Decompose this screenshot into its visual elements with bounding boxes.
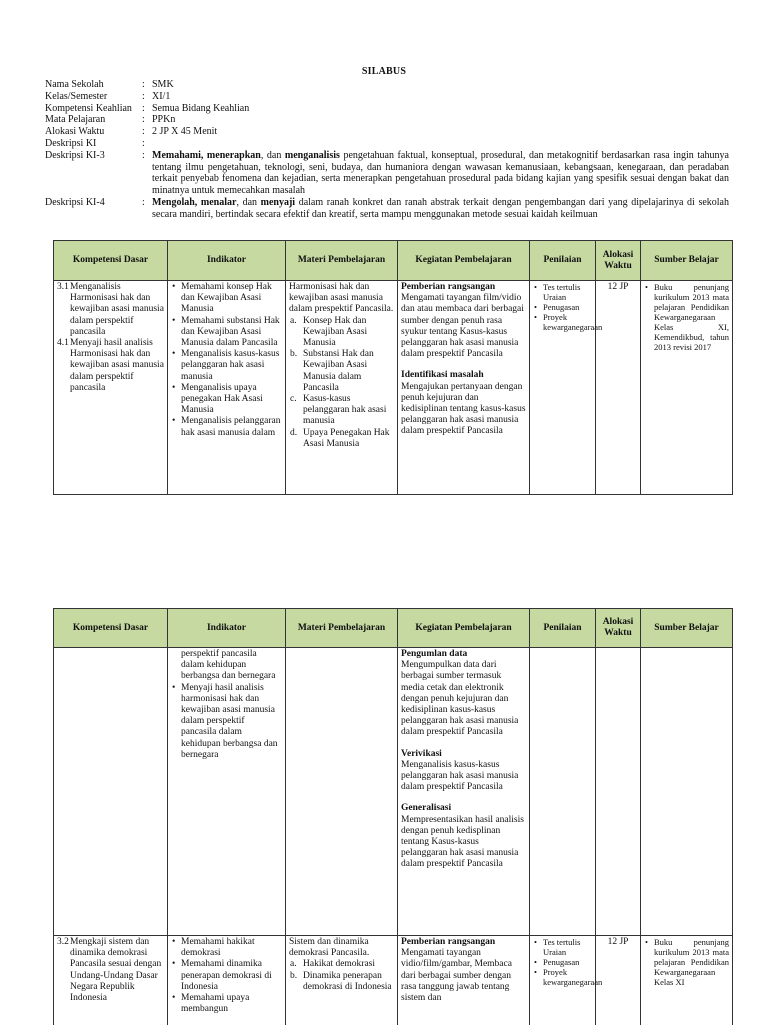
list-item: d. Upaya Penegakan Hak Asasi Manusia (290, 427, 390, 449)
penilaian-cell (530, 648, 596, 936)
meta-row: Mata Pelajaran : PPKn (45, 114, 729, 126)
syllabus-meta (45, 79, 729, 221)
meta-label: Kompetensi Keahlian (45, 102, 132, 114)
syllabus-table-1 (53, 240, 733, 495)
page-title: SILABUS (361, 66, 407, 77)
col-header-sumber: Sumber Belajar (641, 609, 733, 648)
alokasi-cell: 12 JP (596, 281, 641, 495)
table-row (54, 281, 733, 495)
list-item: • Memahami hakikat demokrasi (181, 937, 282, 959)
ki3-description: Memahami, menerapkan, dan menganalisis pengetahuan faktual, konseptual, prosedural, dan metakognitif berdasarkan rasa ingin tahunya tentang ilmu pengetahuan, teknologi, seni, budaya, dan humaniora dengan wawasan kemanusiaan, kebangsaan, kenegaraan, dan peradaban terkait penyebab fenomena dan kejadian, serta menerapkan pengetahuan prosedural pada bidang kajian yang spesifik sesuai dengan bakat dan minatnya untuk memecahkan masalah (152, 149, 729, 197)
col-header-indikator: Indikator (168, 241, 286, 281)
meta-row: Kelas/Semester : XI/1 (45, 91, 729, 103)
sumber-cell: • Buku penunjang kurikulum 2013 mata pelajaran Pendidikan Kewarganegaraan Kelas XI (641, 936, 733, 1025)
meta-value: Semua Bidang Keahlian (152, 102, 250, 114)
col-header-alokasi: Alokasi Waktu (596, 241, 641, 281)
kegiatan-cell: Pengumlan data Mengumpulkan data dari berbagai sumber termasuk media cetak dan elektronik dengan penuh kejujuran dan kedisiplinan kasus-kasus pelanggaran hak asasi manusia dalam prespektif Pancasila Verivikasi Menganalisis kasus-kasus pelanggaran hak asasi manusia dalam prespektif Pancasila Generalisasi Mempresentasikan hasil analisis dengan penuh kedisplinan tentang Kasus-kasus pelanggaran hak asasi manusia dalam prespektif Pancasila (398, 648, 530, 936)
list-item: a. Hakikat demokrasi (290, 959, 376, 970)
col-header-kegiatan: Kegiatan Pembelajaran (398, 609, 530, 648)
materi-cell: Sistem dan dinamika demokrasi Pancasila. a. Hakikat demokrasi b. Dinamika penerapan demokrasi di Indonesia (286, 936, 398, 1025)
indikator-cell: perspektif pancasila dalam kehidupan berbangsa dan bernegara • Menyaji hasil analisis harmonisasi hak dan kewajiban asasi manusia dalam perspektif pancasila dalam kehidupan berbangsa dan bernegara (168, 648, 286, 936)
meta-label: Nama Sekolah (45, 79, 104, 90)
meta-value (152, 138, 729, 150)
col-header-kegiatan: Kegiatan Pembelajaran (398, 241, 530, 281)
table-header-row (54, 609, 733, 648)
list-item: • Memahami konsep Hak dan Kewajiban Asasi Manusia (181, 282, 282, 316)
list-item: • Menganalisis kasus-kasus pelanggaran hak asasi manusia (181, 349, 282, 383)
indikator-cell (168, 936, 286, 1025)
meta-value: XI/1 (152, 90, 171, 102)
meta-label: Deskripsi KI (45, 137, 97, 149)
meta-row: Deskripsi KI : (45, 138, 729, 150)
alokasi-cell: 12 JP (596, 936, 641, 1025)
alokasi-cell (596, 648, 641, 936)
meta-value: PPKn (152, 114, 176, 126)
col-header-sumber: Sumber Belajar (641, 241, 733, 281)
meta-row: Nama Sekolah : SMK (45, 79, 729, 91)
col-header-indikator: Indikator (168, 609, 286, 648)
table-header-row (54, 241, 733, 281)
sumber-cell (641, 648, 733, 936)
list-item: • Memahami dinamika penerapan demokrasi di Indonesia (181, 959, 282, 993)
col-header-kd: Kompetensi Dasar (54, 241, 168, 281)
list-item: • Memahami substansi Hak dan Kewajiban Asasi Manusia dalam Pancasila (181, 316, 282, 350)
list-item: a. Konsep Hak dan Kewajiban Asasi Manusia (290, 315, 368, 349)
col-header-materi: Materi Pembelajaran (286, 241, 398, 281)
list-item: b. Substansi Hak dan Kewajiban Asasi Manusia dalam Pancasila (290, 349, 374, 393)
meta-value: 2 JP X 45 Menit (152, 126, 218, 138)
col-header-penilaian: Penilaian (530, 609, 596, 648)
kd-cell: 3.1 Menganalisis Harmonisasi hak dan kewajiban asasi manusia dalam perspektif pancasila 4.1 Menyaji hasil analisis Harmonisasi hak dan kewajiban asasi manusia dalam perspektif pancasila (54, 281, 168, 495)
materi-cell (286, 648, 398, 936)
meta-value: SMK (152, 79, 174, 90)
list-item: • Menganalisis pelanggaran hak asasi manusia dalam (181, 416, 282, 438)
list-item: b. Dinamika penerapan demokrasi di Indonesia (290, 970, 392, 992)
indikator-cell (168, 281, 286, 495)
meta-row: Kompetensi Keahlian : Semua Bidang Keahlian (45, 103, 729, 115)
kd-cell (54, 648, 168, 936)
col-header-alokasi: Alokasi Waktu (596, 609, 641, 648)
penilaian-cell: • Tes tertulis Uraian • Penugasan • Proyek kewarganegaraan (530, 936, 596, 1025)
ki4-description: Mengolah, menalar, dan menyaji dalam ranah konkret dan ranah abstrak terkait dengan pengembangan dari yang dipelajarinya di sekolah secara mandiri, bertindak secara efektif dan kreatif, serta mampu menggunakan metode sesuai kaidah keilmuan (152, 196, 729, 220)
table-row (54, 936, 733, 1025)
col-header-penilaian: Penilaian (530, 241, 596, 281)
meta-row-ki3: Deskripsi KI-3 : Memahami, menerapkan, dan menganalisis pengetahuan faktual, konseptual, prosedural, dan metakognitif berdasarkan rasa ingin tahunya tentang ilmu pengetahuan, teknologi, seni, budaya, dan humaniora dengan wawasan kemanusiaan, kebangsaan, kenegaraan, dan peradaban terkait penyebab fenomena dan kejadian, serta menerapkan pengetahuan prosedural pada bidang kajian yang spesifik sesuai dengan bakat dan minatnya untuk memecahkan masalah (45, 149, 729, 197)
meta-label: Alokasi Waktu (45, 126, 105, 138)
penilaian-cell: • Tes tertulis Uraian • Penugasan • Proyek kewarganegaraan (530, 281, 596, 495)
kegiatan-cell: Pemberian rangsangan Mengamati tayangan film/vidio dan atau membaca dari berbagai sumber dengan penuh rasa syukur tentang Kasus-kasus pelanggaran hak asasi manusia dalam prespektif Pancasila Identifikasi masalah Mengajukan pertanyaan dengan penuh kejujuran dan kedisiplinan tentang kasus-kasus pelanggaran hak asasi manusia dalam prespektif Pancasila (398, 281, 530, 495)
list-item: • Memahami upaya membangun (181, 993, 282, 1015)
meta-label: Deskripsi KI-3 (45, 149, 105, 161)
col-header-kd: Kompetensi Dasar (54, 609, 168, 648)
col-header-materi: Materi Pembelajaran (286, 609, 398, 648)
meta-row: Alokasi Waktu : 2 JP X 45 Menit (45, 126, 729, 138)
materi-cell: Harmonisasi hak dan kewajiban asasi manusia dalam prespektif Pancasila. a. Konsep Hak dan Kewajiban Asasi Manusia b. Substansi Hak dan Kewajiban Asasi Manusia dalam Pancasila c. Kasus-kasus pelanggaran hak asasi manusia d. Upaya Penegakan Hak Asasi Manusia (286, 281, 398, 495)
meta-label: Deskripsi KI-4 (45, 196, 105, 208)
meta-label: Mata Pelajaran (45, 114, 106, 126)
table-row (54, 648, 733, 936)
sumber-cell: • Buku penunjang kurikulum 2013 mata pelajaran Pendidikan Kewarganegaraan Kelas XI, Kemendikbud, tahun 2013 revisi 2017 (641, 281, 733, 495)
syllabus-table-2 (53, 608, 733, 1025)
kegiatan-cell: Pemberian rangsangan Mengamati tayangan vidio/film/gambar, Membaca dari berbagai sumber dengan rasa tanggung jawab tentang sistem dan (398, 936, 530, 1025)
list-item: c. Kasus-kasus pelanggaran hak asasi manusia (290, 394, 387, 427)
list-item: • Menyaji hasil analisis harmonisasi hak dan kewajiban asasi manusia dalam perspektif pancasila dalam kehidupan berbangsa dan bernegara (181, 683, 282, 761)
meta-row-ki4: Deskripsi KI-4 : Mengolah, menalar, dan menyaji dalam ranah konkret dan ranah abstrak terkait dengan pengembangan dari yang dipelajarinya di sekolah secara mandiri, bertindak secara efektif dan kreatif, serta mampu menggunakan metode sesuai kaidah keilmuan (45, 196, 729, 220)
meta-label: Kelas/Semester (45, 90, 108, 102)
list-item: • Menganalisis upaya penegakan Hak Asasi Manusia (181, 383, 282, 417)
kd-cell: 3.2 Mengkaji sistem dan dinamika demokrasi Pancasila sesuai dengan Undang-Undang Dasar Negara Republik Indonesia (54, 936, 168, 1025)
